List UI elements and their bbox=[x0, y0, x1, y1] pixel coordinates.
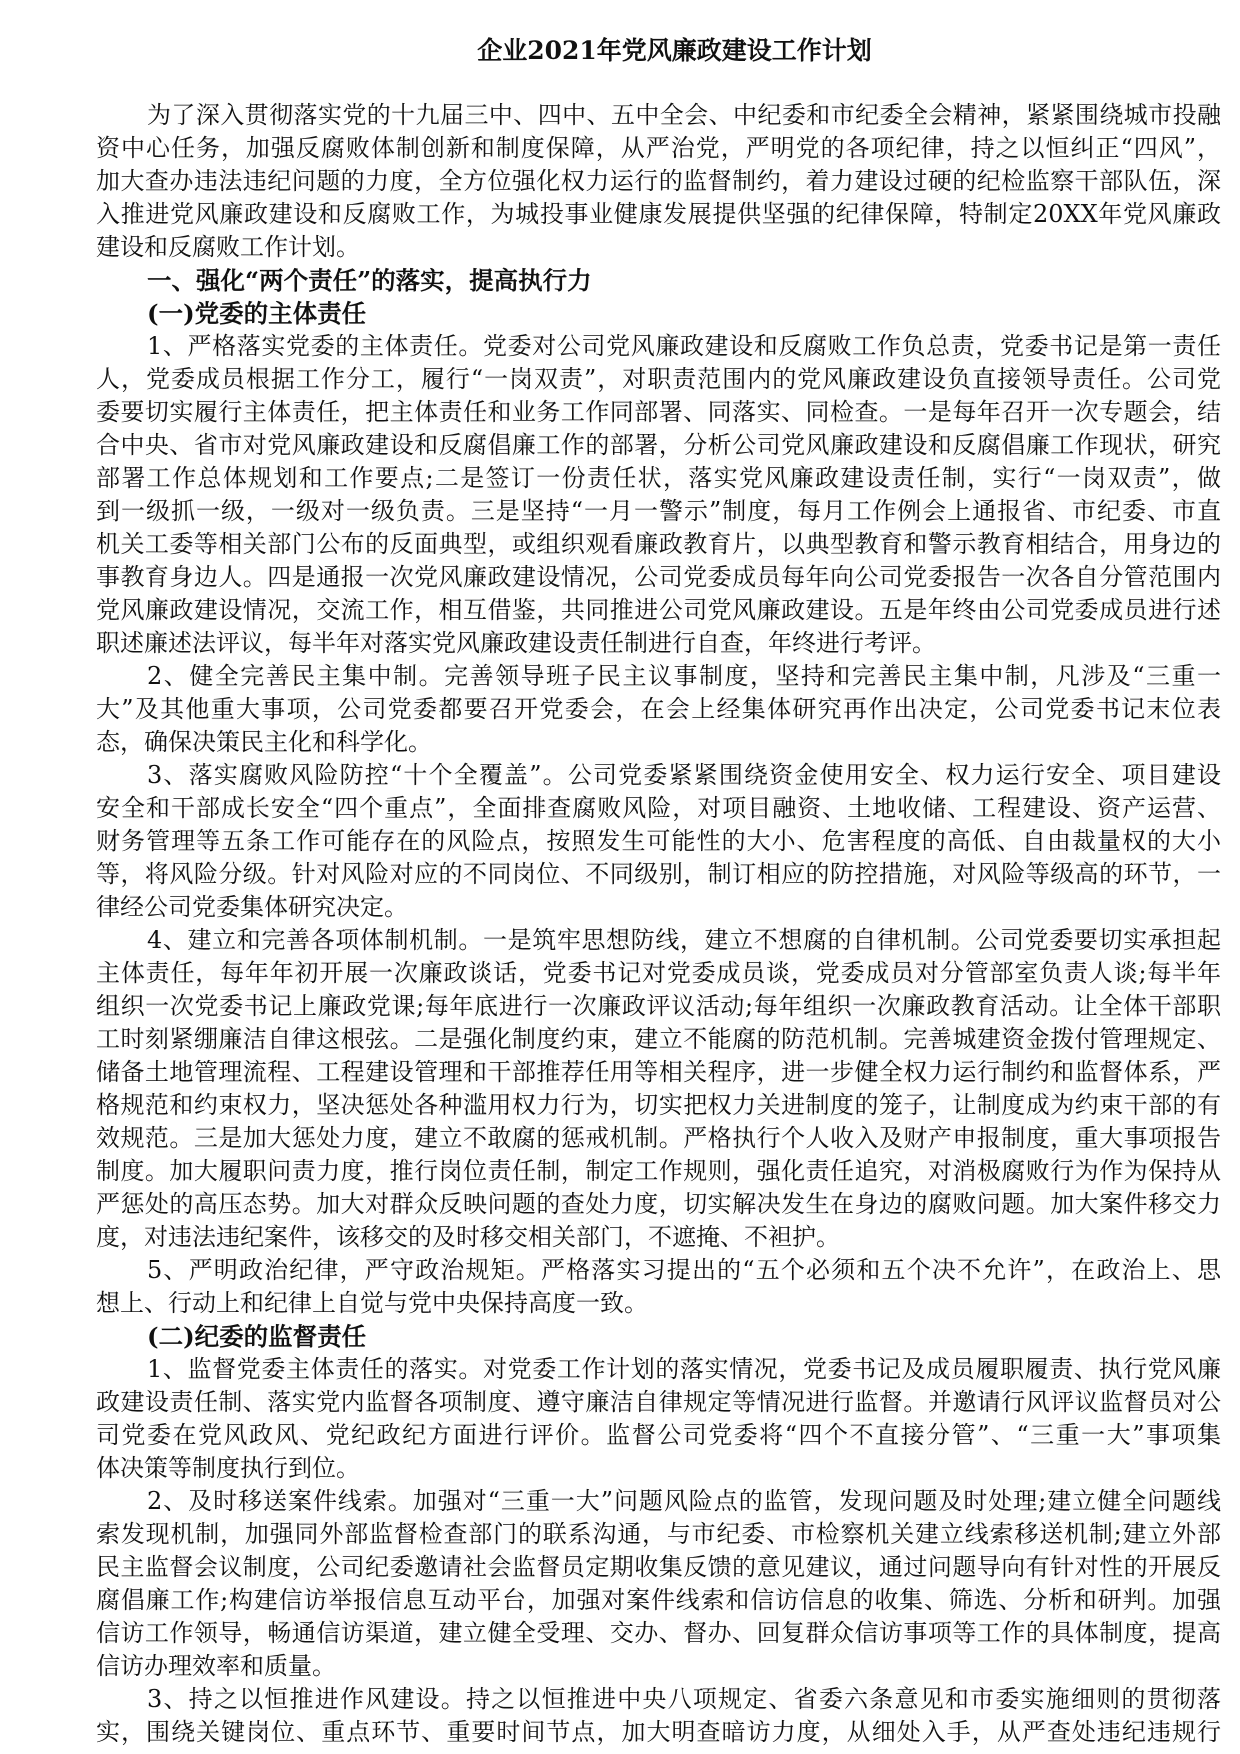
text-line: 合中央、省市对党风廉政建设和反腐倡廉工作的部署，分析公司党风廉政建设和反腐倡廉工作现状，研究 bbox=[96, 431, 1221, 459]
text-line: 实，围绕关键岗位、重点环节、重要时间节点，加大明查暗访力度，从细处入手，从严查处违纪违规行 bbox=[96, 1718, 1221, 1746]
text-line: 格规范和约束权力，坚决惩处各种滥用权力行为，切实把权力关进制度的笼子，让制度成为约束干部的有 bbox=[96, 1091, 1221, 1119]
text-line: 信访工作领导，畅通信访渠道，建立健全受理、交办、督办、回复群众信访事项等工作的具体制度，提高 bbox=[96, 1619, 1221, 1647]
text-line: 储备土地管理流程、工程建设管理和干部推荐任用等相关程序，进一步健全权力运行制约和监督体系，严 bbox=[96, 1058, 1221, 1086]
text-line: 人，党委成员根据工作分工，履行“一岗双责”，对职责范围内的党风廉政建设负直接领导责任。公司党 bbox=[96, 365, 1221, 393]
document-title: 企业2021年党风廉政建设工作计划 bbox=[477, 36, 872, 65]
paragraph bbox=[96, 660, 1221, 759]
paragraph bbox=[96, 1485, 1221, 1683]
paragraph bbox=[96, 99, 1221, 264]
text-line: 部署工作总体规划和工作要点;二是签订一份责任状，落实党风廉政建设责任制，实行“一岗双责”，做 bbox=[96, 464, 1221, 492]
text-line: 5、严明政治纪律，严守政治规矩。严格落实习提出的“五个必须和五个决不允许”，在政治上、思 bbox=[147, 1256, 1221, 1284]
paragraph bbox=[96, 1254, 1221, 1320]
text-line: 2、及时移送案件线索。加强对“三重一大”问题风险点的监管，发现问题及时处理;建立健全问题线 bbox=[147, 1487, 1221, 1515]
text-line: 民主监督会议制度，公司纪委邀请社会监督员定期收集反馈的意见建议，通过问题导向有针对性的开展反 bbox=[96, 1553, 1221, 1581]
text-line: 组织一次党委书记上廉政党课;每年底进行一次廉政评议活动;每年组织一次廉政教育活动。让全体干部职 bbox=[96, 992, 1221, 1020]
text-line: 3、持之以恒推进作风建设。持之以恒推进中央八项规定、省委六条意见和市委实施细则的贯彻落 bbox=[147, 1685, 1221, 1713]
text-line: 主体责任，每年年初开展一次廉政谈话，党委书记对党委成员谈，党委成员对分管部室负责人谈;每半年 bbox=[96, 959, 1221, 987]
text-line: 索发现机制，加强同外部监督检查部门的联系沟通，与市纪委、市检察机关建立线索移送机制;建立外部 bbox=[96, 1520, 1221, 1548]
section-heading bbox=[96, 297, 1221, 330]
text-line: 效规范。三是加大惩处力度，建立不敢腐的惩戒机制。严格执行个人收入及财产申报制度，重大事项报告 bbox=[96, 1124, 1221, 1152]
text-line: 3、落实腐败风险防控“十个全覆盖”。公司党委紧紧围绕资金使用安全、权力运行安全、项目建设 bbox=[147, 761, 1221, 789]
document-body bbox=[96, 99, 1221, 1749]
text-line: 1、严格落实党委的主体责任。党委对公司党风廉政建设和反腐败工作负总责，党委书记是第一责任 bbox=[147, 332, 1221, 360]
heading-text: (一)党委的主体责任 bbox=[147, 299, 367, 328]
text-line: 信访办理效率和质量。 bbox=[96, 1652, 336, 1680]
text-line: 司党委在党风政风、党纪政纪方面进行评价。监督公司党委将“四个不直接分管”、“三重一大”事项集 bbox=[96, 1421, 1221, 1449]
text-line: 制度。加大履职问责力度，推行岗位责任制，制定工作规则，强化责任追究，对消极腐败行为作为保持从 bbox=[96, 1157, 1221, 1185]
text-line: 律经公司党委集体研究决定。 bbox=[96, 893, 408, 921]
text-line: 为了深入贯彻落实党的十九届三中、四中、五中全会、中纪委和市纪委全会精神，紧紧围绕城市投融 bbox=[147, 101, 1221, 129]
text-line: 等，将风险分级。针对风险对应的不同岗位、不同级别，制订相应的防控措施，对风险等级高的环节，一 bbox=[96, 860, 1221, 888]
text-line: 事教育身边人。四是通报一次党风廉政建设情况，公司党委成员每年向公司党委报告一次各自分管范围内 bbox=[96, 563, 1221, 591]
text-line: 机关工委等相关部门公布的反面典型，或组织观看廉政教育片，以典型教育和警示教育相结合，用身边的 bbox=[96, 530, 1221, 558]
text-line: 职述廉述法评议，每半年对落实党风廉政建设责任制进行自查，年终进行考评。 bbox=[96, 629, 936, 657]
heading-text: 一、强化“两个责任”的落实，提高执行力 bbox=[147, 266, 592, 295]
text-line: 2、健全完善民主集中制。完善领导班子民主议事制度，坚持和完善民主集中制，凡涉及“三重一 bbox=[147, 662, 1221, 690]
text-line: 党风廉政建设情况，交流工作，相互借鉴，共同推进公司党风廉政建设。五是年终由公司党委成员进行述 bbox=[96, 596, 1221, 624]
text-line: 严惩处的高压态势。加大对群众反映问题的查处力度，切实解决发生在身边的腐败问题。加大案件移交力 bbox=[96, 1190, 1221, 1218]
paragraph bbox=[96, 330, 1221, 660]
text-line: 建设和反腐败工作计划。 bbox=[96, 233, 360, 261]
text-line: 加大查办违法违纪问题的力度，全方位强化权力运行的监督制约，着力建设过硬的纪检监察干部队伍，深 bbox=[96, 167, 1221, 195]
text-line: 想上、行动上和纪律上自觉与党中央保持高度一致。 bbox=[96, 1289, 648, 1317]
section-heading bbox=[96, 1320, 1221, 1353]
paragraph bbox=[96, 924, 1221, 1254]
text-line: 入推进党风廉政建设和反腐败工作，为城投事业健康发展提供坚强的纪律保障，特制定20XX年党风廉政 bbox=[96, 200, 1221, 228]
paragraph bbox=[96, 759, 1221, 924]
text-line: 大”及其他重大事项，公司党委都要召开党委会，在会上经集体研究再作出决定，公司党委书记末位表 bbox=[96, 695, 1221, 723]
text-line: 财务管理等五条工作可能存在的风险点，按照发生可能性的大小、危害程度的高低、自由裁量权的大小 bbox=[96, 827, 1221, 855]
text-line: 政建设责任制、落实党内监督各项制度、遵守廉洁自律规定等情况进行监督。并邀请行风评议监督员对公 bbox=[96, 1388, 1221, 1416]
text-line: 度，对违法违纪案件，该移交的及时移交相关部门，不遮掩、不袒护。 bbox=[96, 1223, 840, 1251]
heading-text: (二)纪委的监督责任 bbox=[147, 1322, 367, 1351]
text-line: 工时刻紧绷廉洁自律这根弦。二是强化制度约束，建立不能腐的防范机制。完善城建资金拨付管理规定、 bbox=[96, 1025, 1221, 1053]
text-line: 安全和干部成长安全“四个重点”，全面排查腐败风险，对项目融资、土地收储、工程建设、资产运营、 bbox=[96, 794, 1221, 822]
text-line: 4、建立和完善各项体制机制。一是筑牢思想防线，建立不想腐的自律机制。公司党委要切实承担起 bbox=[147, 926, 1221, 954]
text-line: 资中心任务，加强反腐败体制创新和制度保障，从严治党，严明党的各项纪律，持之以恒纠正“四风”， bbox=[96, 134, 1221, 162]
text-line: 到一级抓一级，一级对一级负责。三是坚持“一月一警示”制度，每月工作例会上通报省、市纪委、市直 bbox=[96, 497, 1221, 525]
section-heading bbox=[96, 264, 1221, 297]
text-line: 委要切实履行主体责任，把主体责任和业务工作同部署、同落实、同检查。一是每年召开一次专题会，结 bbox=[96, 398, 1221, 426]
text-line: 1、监督党委主体责任的落实。对党委工作计划的落实情况，党委书记及成员履职履责、执行党风廉 bbox=[147, 1355, 1221, 1383]
text-line: 态，确保决策民主化和科学化。 bbox=[96, 728, 432, 756]
text-line: 腐倡廉工作;构建信访举报信息互动平台，加强对案件线索和信访信息的收集、筛选、分析和研判。加强 bbox=[96, 1586, 1221, 1614]
text-line: 体决策等制度执行到位。 bbox=[96, 1454, 360, 1482]
paragraph bbox=[96, 1353, 1221, 1485]
paragraph bbox=[96, 1683, 1221, 1749]
